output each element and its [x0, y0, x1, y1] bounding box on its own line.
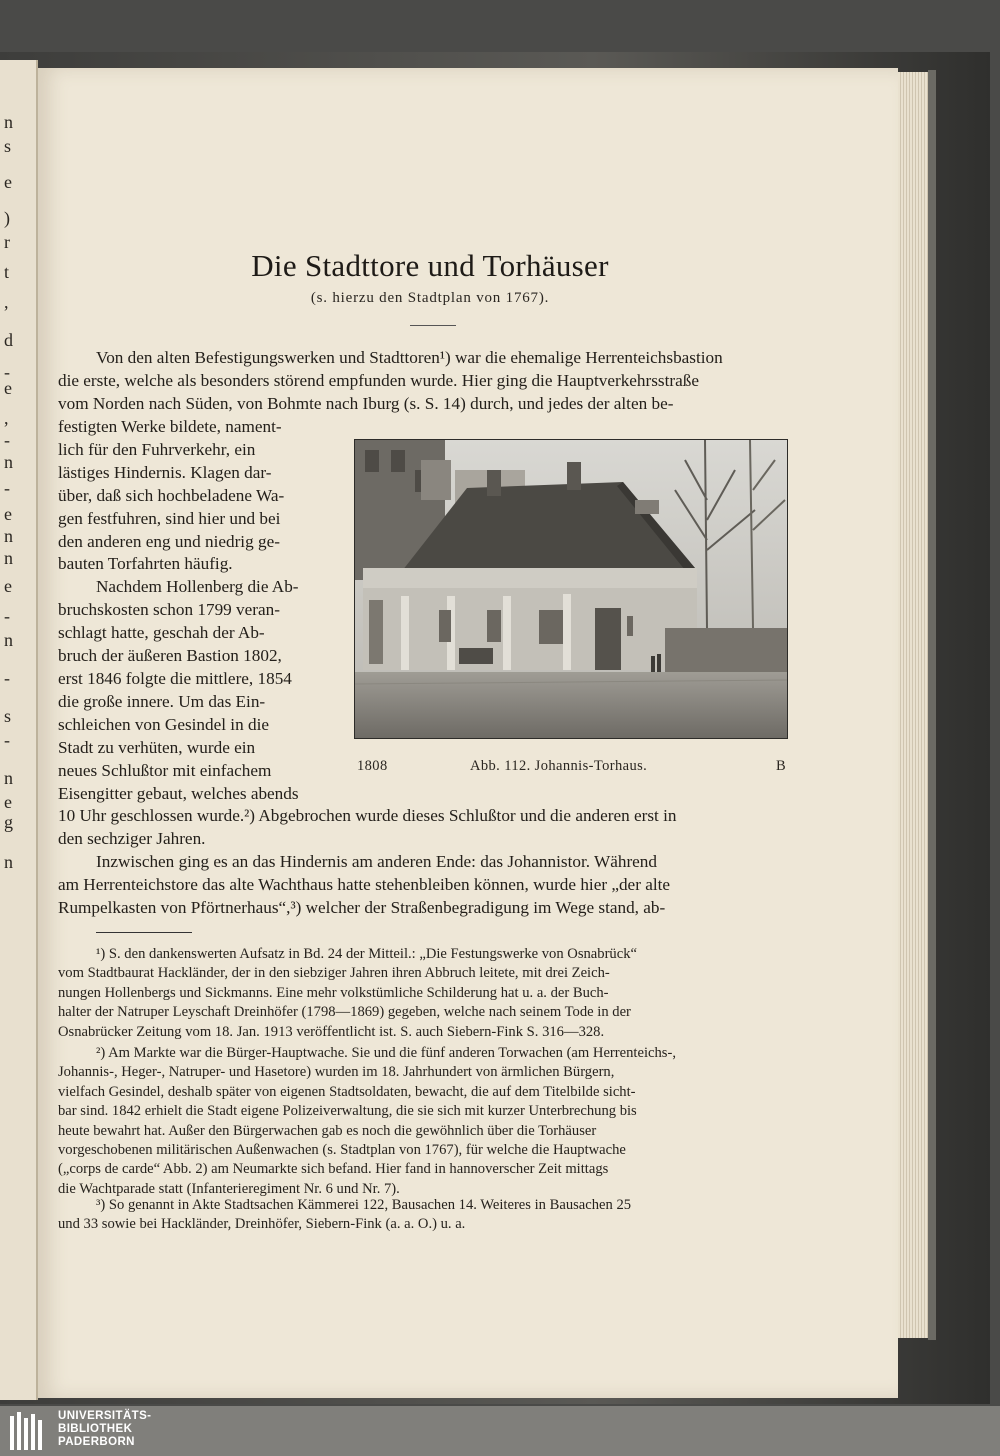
- text-line: erst 1846 folgte die mittlere, 1854: [58, 668, 292, 688]
- footnote-line: vom Stadtbaurat Hackländer, der in den siebziger Jahren ihren Abbruch leitete, mit drei Zeich-: [58, 965, 610, 982]
- intro-paragraph: [58, 347, 790, 416]
- text-line: Eisengitter gebaut, welches abends: [58, 783, 299, 803]
- text-line: die erste, welche als besonders störend empfunden wurde. Hier ging die Hauptverkehrsstraße: [58, 370, 699, 390]
- library-name-line: UNIVERSITÄTS-: [58, 1410, 152, 1422]
- footnote-line: Osnabrücker Zeitung vom 18. Jan. 1913 veröffentlicht ist. S. auch Siebern-Fink S. 316—328.: [58, 1023, 605, 1040]
- text-line: Stadt zu verhüten, wurde ein: [58, 737, 256, 757]
- text-line: den anderen eng und niedrig ge-: [58, 531, 280, 551]
- left-page-edge: [0, 60, 38, 1400]
- footnote-line: bar sind. 1842 erhielt die Stadt eigene Polizeiverwaltung, die sie sich mit kurzer Unterbrechung bis: [58, 1103, 637, 1120]
- title-rule: [410, 325, 456, 326]
- left-page-fragment: n: [4, 526, 13, 546]
- text-line: den sechziger Jahren.: [58, 828, 206, 848]
- figure-caption-mark: B: [776, 758, 787, 774]
- left-page-fragment: -: [4, 362, 10, 382]
- text-line: über, daß sich hochbeladene Wa-: [58, 485, 285, 505]
- library-name-line: PADERBORN: [58, 1435, 135, 1448]
- text-line: neues Schlußtor mit einfachem: [58, 760, 272, 780]
- footnote-1: [58, 945, 790, 1042]
- footnote-2: [58, 1044, 790, 1199]
- figure-caption-year: 1808: [357, 758, 388, 774]
- footnote-line: halter der Natruper Leyschaft Dreinhöfer (1798—1869) gegeben, welche nach seinem Tode in der: [58, 1004, 631, 1021]
- footnote-line: ²) Am Markte war die Bürger-Hauptwache. Sie und die fünf anderen Torwachen (am Herrenteichs-,: [96, 1045, 676, 1061]
- left-page-fragment: n: [4, 112, 13, 132]
- left-page-fragment: ,: [4, 292, 9, 312]
- library-logo-icon: [8, 1410, 46, 1452]
- footnote-line: die Wachtparade statt (Infanterieregiment Nr. 6 und Nr. 7).: [58, 1180, 400, 1197]
- left-page-fragment: g: [4, 812, 13, 832]
- footnote-line: nungen Hollenbergs und Sickmanns. Eine mehr volkstümliche Schilderung hat u. a. der Buch-: [58, 984, 609, 1001]
- left-page-fragment: e: [4, 792, 12, 812]
- left-page-fragment: n: [4, 452, 13, 472]
- text-line: lästiges Hindernis. Klagen dar-: [58, 462, 272, 482]
- left-page-fragment: s: [4, 706, 12, 726]
- left-page-fragment: e: [4, 576, 12, 596]
- footnote-rule: [96, 932, 192, 933]
- left-page-fragment: t: [4, 262, 10, 282]
- left-page-fragment: s: [4, 136, 12, 156]
- text-line: die große innere. Um das Ein-: [58, 691, 266, 711]
- left-page-fragment: e: [4, 504, 12, 524]
- footnote-line: ¹) S. den dankenswerten Aufsatz in Bd. 24 der Mitteil.: „Die Festungswerke von Osnabrück“: [96, 946, 637, 962]
- left-page-fragment: -: [4, 668, 10, 688]
- text-line: gen festfuhren, sind hier und bei: [58, 508, 281, 528]
- left-page-fragment: -: [4, 430, 10, 450]
- left-page-fragment: n: [4, 548, 13, 568]
- text-line: bruch der äußeren Bastion 1802,: [58, 646, 282, 666]
- footnote-line: heute bewahrt hat. Außer den Bürgerwachen gab es noch die gewöhnlich über die Torhäuser: [58, 1122, 597, 1139]
- text-line: am Herrenteichstore das alte Wachthaus hatte stehenbleiben können, wurde hier „der alte: [58, 874, 671, 894]
- page-stack-edge: [898, 72, 928, 1338]
- left-page-fragment: ): [4, 208, 10, 228]
- text-line: schleichen von Gesindel in die: [58, 714, 269, 734]
- left-page-fragment: ,: [4, 408, 9, 428]
- column-text: [58, 416, 326, 805]
- left-page-fragment: d: [4, 330, 13, 350]
- text-line: festigten Werke bildete, nament-: [58, 417, 282, 436]
- text-line: Rumpelkasten von Pförtnerhaus“,³) welcher der Straßenbegradigung im Wege stand, ab-: [58, 897, 666, 917]
- text-line: lich für den Fuhrverkehr, ein: [58, 439, 256, 459]
- library-name[interactable]: [58, 1410, 151, 1448]
- text-line: vom Norden nach Süden, von Bohmte nach Iburg (s. S. 14) durch, und jedes der alten be-: [58, 393, 674, 413]
- left-page-fragment: e: [4, 378, 12, 398]
- figure-caption: Abb. 112. Johannis-Torhaus.: [470, 758, 648, 774]
- left-page-fragment: -: [4, 730, 10, 750]
- page-subtitle: (s. hierzu den Stadtplan von 1767).: [310, 290, 550, 306]
- footnote-line: und 33 sowie bei Hackländer, Dreinhöfer, Siebern-Fink (a. a. O.) u. a.: [58, 1216, 466, 1233]
- left-page-fragment: n: [4, 852, 13, 872]
- left-page-fragment: e: [4, 172, 12, 192]
- text-line: Inzwischen ging es an das Hindernis am anderen Ende: das Johannistor. Während: [96, 851, 657, 871]
- footnote-line: Johannis-, Heger-, Natruper- und Hasetore) wurden im 18. Jahrhundert von ärmlichen Bürgern,: [58, 1064, 615, 1081]
- text-line: schlagt hatte, geschah der Ab-: [58, 623, 265, 643]
- left-page-fragment: -: [4, 606, 10, 626]
- page-title: Die Stadttore und Torhäuser: [251, 248, 609, 283]
- text-line: Nachdem Hollenberg die Ab-: [96, 577, 299, 597]
- text-line: 10 Uhr geschlossen wurde.²) Abgebrochen wurde dieses Schlußtor und die anderen erst in: [58, 806, 677, 825]
- page-shadow: [928, 70, 936, 1340]
- torhaus-photo-illustration: [355, 440, 787, 738]
- text-line: Von den alten Befestigungswerken und Stadttoren¹) war die ehemalige Herrenteichsbastion: [96, 348, 723, 367]
- footnote-3: [58, 1196, 790, 1235]
- left-page-fragment: n: [4, 768, 13, 788]
- left-page-fragment: -: [4, 478, 10, 498]
- text-line: bauten Torfahrten häufig.: [58, 554, 233, 574]
- library-name-line: BIBLIOTHEK: [58, 1422, 133, 1435]
- footnote-line: vorgeschobenen militärischen Außenwachen (s. Stadtplan von 1767), für welche die Hauptwache: [58, 1142, 626, 1159]
- continuation-paragraph: [58, 805, 790, 920]
- figure-photo-johannis-torhaus: [354, 439, 788, 739]
- footnote-line: ³) So genannt in Akte Stadtsachen Kämmerei 122, Bausachen 14. Weiteres in Bausachen 25: [96, 1197, 632, 1213]
- text-line: bruchskosten schon 1799 veran-: [58, 600, 280, 620]
- footnote-line: („corps de carde“ Abb. 2) am Neumarkte sich befand. Hier fand in hannoverscher Zeit mittags: [58, 1161, 609, 1178]
- footnote-line: vielfach Gesindel, deshalb später von eigenen Stadtsoldaten, bewacht, die auf dem Titelbilde sicht-: [58, 1083, 636, 1100]
- left-page-fragment: n: [4, 630, 13, 650]
- left-page-fragment: r: [4, 232, 10, 252]
